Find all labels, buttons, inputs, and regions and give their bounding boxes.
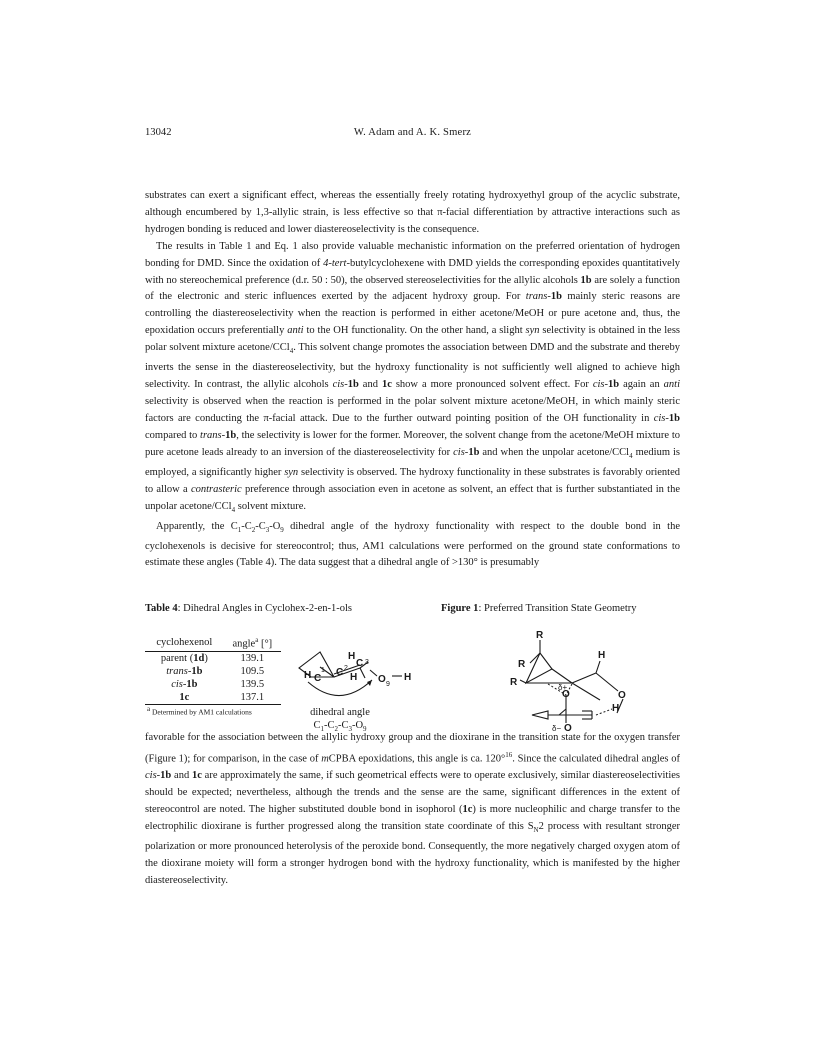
compound-ref: 1b (347, 379, 359, 391)
text-span: are approximately the same, if such geometrical effects were to operate exclusively, similar diastereoselectivities should be expected; nevertheless, although the trends and the sense are the same, significant differences in the extent of stereocontrol are noted. The higher substituted double bond in isophorol ( (145, 770, 680, 816)
atom-label: O (378, 674, 386, 685)
text-italic: trans- (525, 291, 551, 303)
atom-label: O (562, 689, 570, 700)
atom-label: R (510, 677, 518, 688)
text-span: ) (204, 652, 208, 664)
table-footnote-row (145, 704, 281, 717)
atom-label: H (612, 703, 620, 714)
text-span: [°] (258, 638, 273, 650)
running-header (145, 127, 680, 143)
cell-angle: 139.1 (240, 652, 265, 664)
atom-number: 9 (386, 681, 390, 688)
atom-label: O (564, 723, 572, 734)
cell-angle: 139.5 (240, 678, 265, 690)
compound-ref: 1b (186, 678, 198, 690)
footnote-mark: a (255, 636, 259, 644)
cell-compound (145, 678, 224, 691)
text-span: . Since the calculated dihedral angles of (512, 753, 680, 765)
text-italic: syn (284, 466, 299, 478)
paragraph-2 (145, 239, 680, 519)
text-span: selectivity is observed when the reaction is performed in the polar solvent mixture acetone/MeOH, in which mainly steric factors are conducting the π-facial attack. Due to the further outward pointing position of the OH functionality in (145, 395, 680, 424)
atom-label: H (350, 672, 358, 683)
partial-charge-label: δ− (552, 724, 562, 733)
table-footnote (145, 704, 281, 717)
text-span: solvent mixture. (235, 500, 306, 512)
paragraph-1 (145, 188, 680, 239)
text-span: ) is more nucleophilic and charge transfer to the electrophilic dioxirane is further progressed along the transition state coordinate of this S (145, 804, 681, 833)
cell-compound (145, 665, 224, 678)
cell-compound (145, 691, 224, 705)
text-italic: cis- (592, 379, 609, 391)
text-span: . This solvent change promotes the association between DMD and the substrate and thereby inverts the sense in the diastereoselectivity, but the hydroxy functionality is not sufficiently well aligned to achieve high selectivity. In contrast, the allylic alcohols (145, 342, 681, 391)
atom-number: 1 (321, 667, 325, 674)
page-number: 13042 (145, 127, 172, 138)
dihedral-angle-table (145, 636, 281, 717)
table-caption (145, 603, 352, 614)
text-span: preference through association even in acetone as solvent, an effect that is further substantiated in the unpolar acetone/CCl (145, 483, 681, 512)
text-span: medium is employed, a significantly higher (145, 446, 680, 478)
text-span: -C (323, 720, 335, 731)
table-row (145, 665, 281, 678)
compound-ref: 1b (191, 665, 203, 677)
text-span: -butylcyclohexene with DMD yields the corresponding epoxides quantitatively with no stereochemical preference (d.r. 50 : 50), the observed stereoselectivities for the allylic alcohols (145, 257, 680, 286)
subscript: 2 (251, 525, 256, 534)
text-span: again an (619, 379, 664, 391)
paragraph-3 (145, 519, 680, 573)
text-span: selectivity is observed. The hydroxy functionality in these substrates is favorably oriented to allow a (145, 466, 680, 495)
paragraph-4 (145, 730, 680, 890)
subscript: 3 (265, 525, 270, 534)
text-span: compared to (145, 429, 201, 441)
subscript: 2 (334, 725, 338, 734)
atom-label: H (348, 651, 356, 662)
atom-number: 3 (365, 659, 369, 666)
compound-ref: 1b (668, 412, 680, 424)
text-italic: cis- (653, 412, 669, 424)
cell-angle: 137.1 (224, 691, 281, 705)
compound-ref: 1c (381, 379, 392, 391)
table-row (145, 678, 281, 691)
compound-ref: 1b (468, 446, 480, 458)
text-span: parent ( (160, 652, 194, 664)
text-italic: anti (287, 325, 304, 337)
subscript: 4 (629, 451, 633, 460)
dihedral-structure-diagram (280, 640, 425, 710)
text-italic: contrasteric (190, 483, 242, 495)
atom-label: H (404, 672, 412, 683)
compound-ref: 1b (550, 291, 562, 303)
text-span: favorable for the association between the allylic hydroxy group and the dioxirane in the transition state for the oxygen transfer (Figure 1); for comparison, in the case of (145, 732, 680, 765)
text-italic: cis- (171, 678, 187, 690)
col-header-angle (224, 636, 281, 651)
text-span: mainly steric reasons are controlling the diastereoselectivity when the reaction is performed in either acetone/MeOH or pure acetone and, thus, the epoxidation occurs preferentially (145, 291, 680, 337)
text-span: substrates can exert a significant effect, whereas the essentially freely rotating hydroxyethyl group of the acyclic substrate, although encumbered by 1,3-allylic strain, is less effective so that π-facial differentiation by attractive interactions such as hydrogen bonding is reduced and lower diastereoselectivity is the consequence. (145, 190, 680, 235)
text-span: -C (337, 720, 349, 731)
compound-ref: 1d (193, 652, 205, 664)
text-span: CPBA epoxidations, this angle is ca. 120° (328, 753, 506, 765)
subscript: 1 (237, 525, 242, 534)
body-text-lower (145, 730, 680, 890)
cell-compound (145, 651, 224, 665)
text-span: -O (351, 720, 364, 731)
table-row (145, 691, 281, 705)
partial-charge-label: δ+ (558, 683, 568, 692)
text-span: and when the unpolar acetone/CCl (479, 446, 630, 458)
text-span: -C (255, 520, 266, 532)
compound-ref: 1c (191, 770, 202, 782)
atom-number: 2 (344, 665, 348, 672)
text-italic: 4-tert (323, 257, 347, 269)
text-span: to the OH functionality. On the other hand, a slight (303, 325, 526, 337)
atom-label: R (536, 630, 544, 641)
col-header-cyclohexenol: cyclohexenol (145, 636, 224, 651)
figure-caption-label: Figure 1 (441, 603, 479, 614)
footnote-mark: a (147, 704, 151, 713)
text-span: show a more pronounced solvent effect. For (391, 379, 593, 391)
text-italic: anti (663, 379, 681, 391)
text-italic: cis- (453, 446, 469, 458)
text-italic: trans- (200, 429, 226, 441)
table-header-row (145, 636, 281, 651)
text-span: dihedral angle of the hydroxy functionality with respect to the double bond in the cyclohexenols is decisive for stereocontrol; thus, AM1 calculations were performed on the ground state conformations to estimate these angles (Table 4). The data suggest that a dihedral angle of >130° is presumably (145, 520, 680, 569)
transition-state-figure (500, 627, 650, 735)
text-italic: m (321, 753, 329, 765)
subscript: 9 (363, 725, 367, 734)
dihedral-angle-label: dihedral angle (310, 707, 370, 718)
text-italic: trans- (166, 665, 192, 677)
figure-caption-text: : Preferred Transition State Geometry (478, 603, 637, 614)
text-span: Determined by AM1 calculations (150, 707, 252, 716)
text-span: and (358, 379, 382, 391)
subscript: 1 (320, 725, 324, 734)
subscript: 4 (289, 347, 294, 356)
body-text-upper (145, 188, 680, 572)
compound-ref: 1b (225, 429, 237, 441)
text-italic: syn (525, 325, 540, 337)
text-span: selectivity is obtained in the less polar solvent mixture acetone/CCl (145, 325, 680, 354)
compound-ref: 1b (580, 274, 592, 286)
text-span: C (313, 720, 321, 731)
cell-angle: 109.5 (240, 665, 265, 677)
subscript: 3 (348, 725, 352, 734)
text-span: -C (241, 520, 252, 532)
atom-label: C (314, 673, 322, 684)
figure-caption (441, 603, 637, 614)
table-caption-label: Table 4 (145, 603, 178, 614)
atom-label: H (598, 650, 606, 661)
text-span: and (171, 770, 192, 782)
table-caption-text: : Dihedral Angles in Cyclohex-2-en-1-ols (177, 603, 352, 614)
atom-label: H (304, 670, 312, 681)
curved-arrow-head (367, 680, 372, 686)
text-span: are solely a function of the electronic and steric influences exerted by the adjacent hydroxy group. For (145, 274, 680, 303)
text-span: -O (269, 520, 281, 532)
text-span: 2 process with resultant stronger polarization or more pronounced heterolysis of the peroxide bond. Consequently, the more negatively charged oxygen atom of the dioxirane moiety will form a stronger hydrogen bond with the hydroxy functionality, which is manifested by the higher diastereoselectivity. (145, 821, 680, 886)
subscript: 4 (231, 505, 236, 514)
table-row (145, 651, 281, 665)
text-span: , the selectivity is lower for the former. Moreover, the solvent change from the acetone/MeOH mixture to pure acetone leads already to an inversion of the diastereoselectivity for (145, 429, 680, 458)
text-span: The results in Table 1 and Eq. 1 also provide valuable mechanistic information on the preferred orientation of hydrogen bonding for DMD. Since the oxidation of (145, 240, 680, 269)
running-authors: W. Adam and A. K. Smerz (353, 127, 472, 138)
subscript: N (533, 826, 539, 835)
atom-label: C (336, 667, 344, 678)
text-span: Apparently, the C (156, 520, 238, 532)
atom-label: C (356, 658, 364, 669)
compound-ref: 1c (462, 804, 473, 816)
compound-ref: 1c (179, 691, 190, 703)
text-italic: cis- (145, 770, 161, 782)
reference-citation: 16 (505, 750, 513, 759)
text-italic: cis- (332, 379, 348, 391)
compound-ref: 1b (160, 770, 172, 782)
atom-label: R (518, 659, 526, 670)
subscript: 9 (280, 525, 284, 534)
compound-ref: 1b (608, 379, 620, 391)
text-span: angle (232, 638, 256, 650)
atom-label: O (618, 690, 626, 701)
